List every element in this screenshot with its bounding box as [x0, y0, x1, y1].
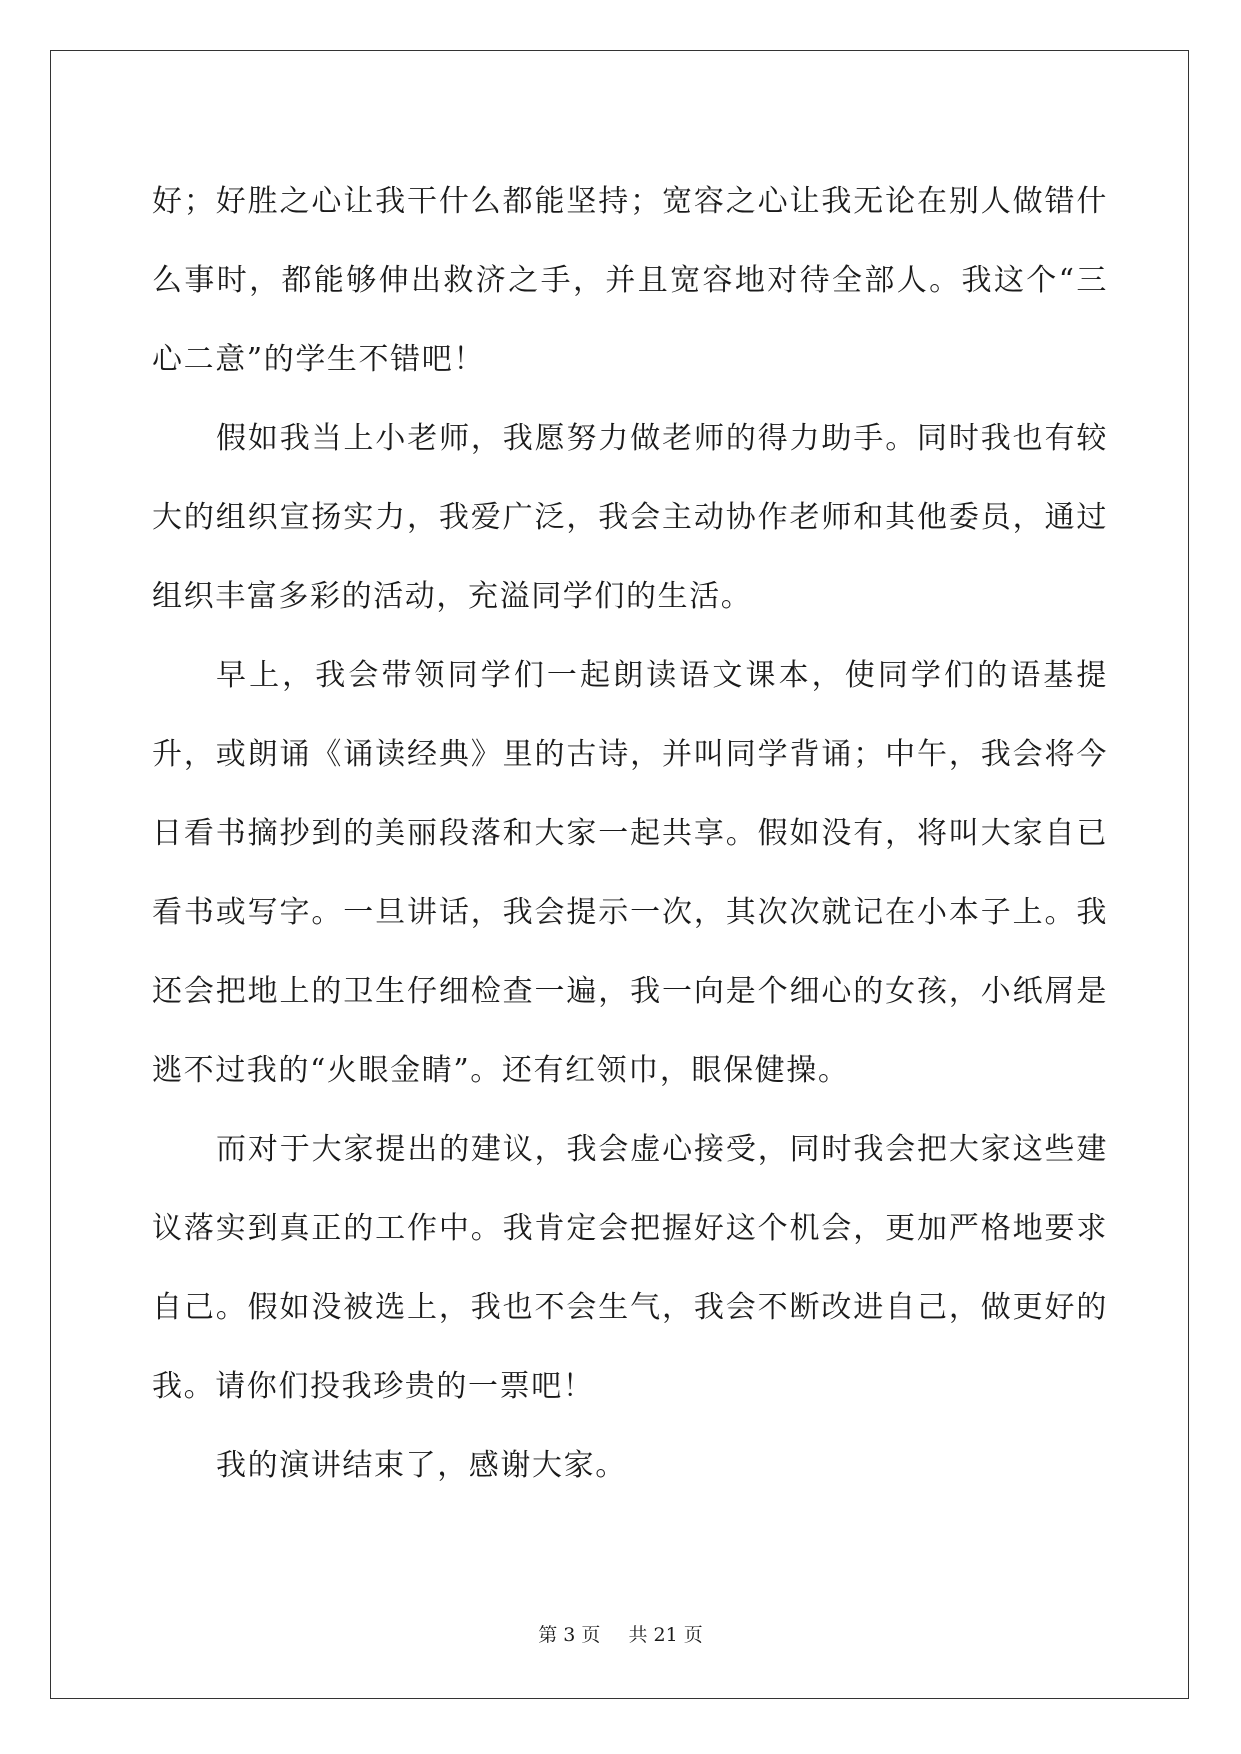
paragraph-continuation: 好；好胜之心让我干什么都能坚持；宽容之心让我无论在别人做错什么事时，都能够伸出救济之手，并且宽容地对待全部人。我这个“三心二意”的学生不错吧！ [152, 184, 1108, 377]
page-total: 共 21 页 [628, 1624, 703, 1646]
paragraph: 早上，我会带领同学们一起朗读语文课本，使同学们的语基提升，或朗诵《诵读经典》里的古诗，并叫同学背诵；中午，我会将今日看书摘抄到的美丽段落和大家一起共享。假如没有，将叫大家自已看书或写字。一旦讲话，我会提示一次，其次次就记在小本子上。我还会把地上的卫生仔细检查一遍，我一向是个细心的女孩，小纸屑是逃不过我的“火眼金睛”。还有红领巾，眼保健操。 [152, 658, 1108, 1088]
paragraph-closing: 我的演讲结束了，感谢大家。 [216, 1448, 627, 1483]
document-body [152, 162, 1108, 1505]
page-number: 第 3 页 [538, 1624, 601, 1646]
paragraph: 而对于大家提出的建议，我会虚心接受，同时我会把大家这些建议落实到真正的工作中。我肯定会把握好这个机会，更加严格地要求自己。假如没被选上，我也不会生气，我会不断改进自己，做更好的我。请你们投我珍贵的一票吧！ [152, 1132, 1108, 1404]
page-footer [0, 1620, 1241, 1647]
paragraph: 假如我当上小老师，我愿努力做老师的得力助手。同时我也有较大的组织宣扬实力，我爱广泛，我会主动协作老师和其他委员，通过组织丰富多彩的活动，充溢同学们的生活。 [152, 421, 1108, 614]
